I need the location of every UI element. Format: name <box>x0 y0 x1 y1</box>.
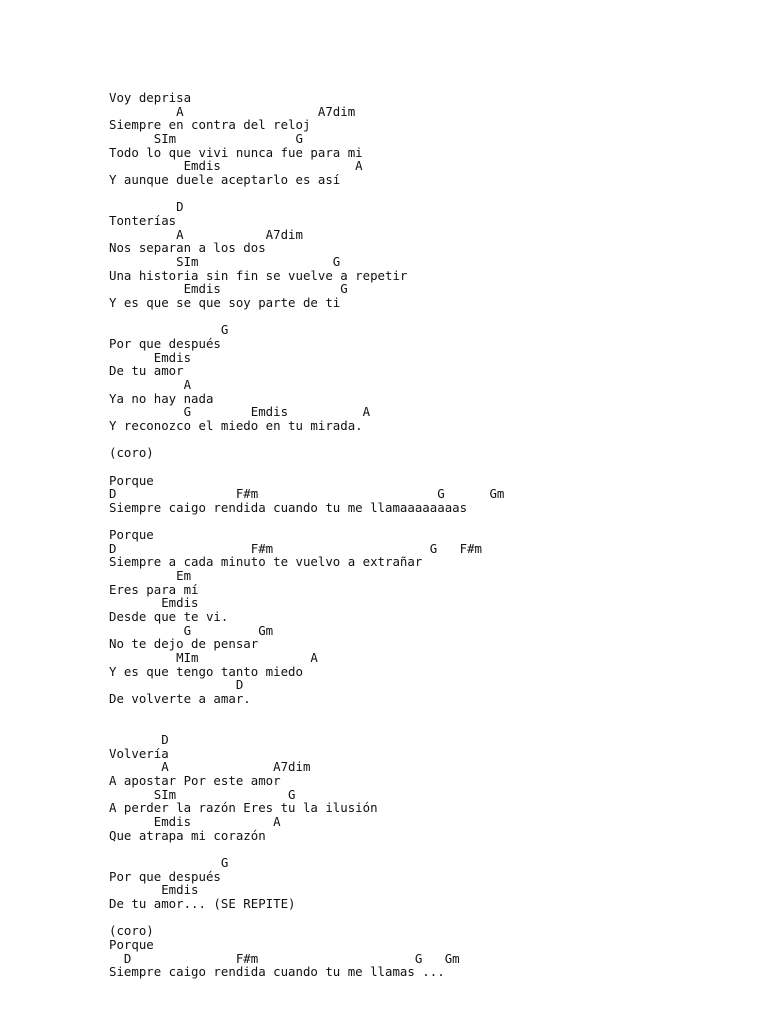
lyric-line: A perder la razón Eres tu la ilusión <box>109 800 378 816</box>
chord-line: Emdis G <box>109 281 348 297</box>
chord-line: Emdis <box>109 349 192 365</box>
lyric-line: Y es que tengo tanto miedo <box>109 663 303 679</box>
lyric-line: Voy deprisa <box>109 90 192 105</box>
chord-line: Emdis A <box>109 158 363 174</box>
lyric-line: Porque <box>109 472 154 488</box>
lyric-line: Siempre caigo rendida cuando tu me llamas ... <box>109 964 445 980</box>
lyric-line: Volvería <box>109 745 169 761</box>
lyric-line: Tonterías <box>109 212 177 228</box>
lyric-line: No te dejo de pensar <box>109 636 259 652</box>
lyric-line: Siempre caigo rendida cuando tu me llamaaaaaaaas <box>109 499 468 515</box>
lyric-line: Que atrapa mi corazón <box>109 827 266 843</box>
lyric-line: Porque <box>109 936 154 952</box>
lyric-line: De tu amor... (SE REPITE) <box>109 895 296 911</box>
chord-line: D <box>109 732 169 747</box>
lyric-line: Nos separan a los dos <box>109 240 266 256</box>
lyric-line: Porque <box>109 527 154 543</box>
lyric-line: Por que después <box>109 335 221 351</box>
chord-line: A A7dim <box>109 226 303 242</box>
chord-line: G <box>109 855 229 870</box>
lyric-line: Y es que se que soy parte de ti <box>109 294 341 310</box>
lyric-line: Siempre en contra del reloj <box>109 117 311 133</box>
chord-line: Emdis <box>109 595 199 611</box>
lyric-line: Desde que te vi. <box>109 609 229 625</box>
lyric-line: Ya no hay nada <box>109 390 214 406</box>
chord-line: G Gm <box>109 622 274 638</box>
chord-line: D F#m G F#m <box>109 540 482 556</box>
lyric-line: Y aunque duele aceptarlo es así <box>109 172 341 187</box>
chord-line: SIm G <box>109 786 296 802</box>
chord-line: MIm A <box>109 650 318 666</box>
chord-line: D <box>109 677 244 693</box>
lyric-line: Por que después <box>109 868 221 884</box>
chord-line: SIm G <box>109 131 303 146</box>
chord-line: G <box>109 322 229 338</box>
chord-line: Emdis A <box>109 814 281 829</box>
chord-line: A A7dim <box>109 103 356 119</box>
chord-line: SIm G <box>109 253 341 269</box>
chord-line: A A7dim <box>109 759 311 775</box>
lyric-line: Eres para mí <box>109 581 199 597</box>
chord-line: D F#m G Gm <box>109 486 505 502</box>
chord-line: Em <box>109 568 192 584</box>
chord-line: D <box>109 199 184 215</box>
lyric-line: Siempre a cada minuto te vuelvo a extrañar <box>109 554 423 570</box>
chord-line: D F#m G Gm <box>109 950 460 966</box>
lyric-line: Una historia sin fin se vuelve a repetir <box>109 267 408 283</box>
lyric-line: Y reconozco el miedo en tu mirada. <box>109 417 363 433</box>
lyric-line: Todo lo que vivi nunca fue para mi <box>109 144 363 160</box>
section-marker: (coro) <box>109 923 154 939</box>
chord-line: Emdis <box>109 882 199 898</box>
lyric-line: A apostar Por este amor <box>109 773 281 788</box>
section-marker: (coro) <box>109 445 154 461</box>
chord-line: A <box>109 376 192 392</box>
chord-line: G Emdis A <box>109 404 371 420</box>
lyric-line: De volverte a amar. <box>109 691 251 706</box>
lyric-line: De tu amor <box>109 363 184 379</box>
